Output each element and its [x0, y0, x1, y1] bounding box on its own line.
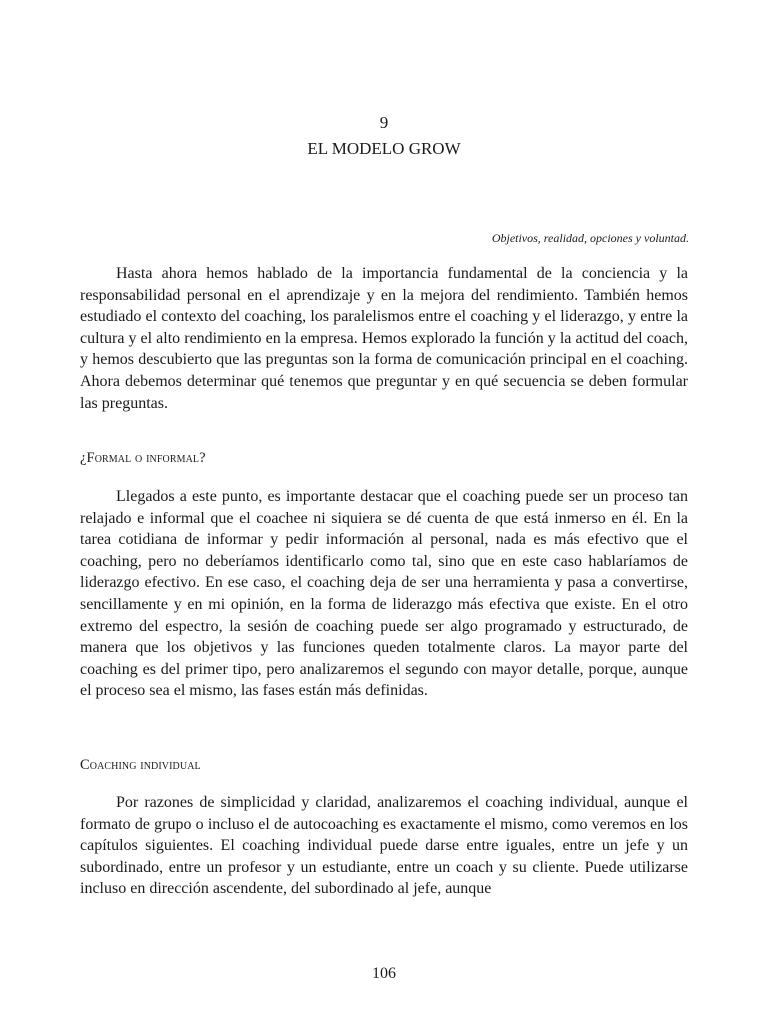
- chapter-epigraph: Objetivos, realidad, opciones y voluntad.: [491, 231, 689, 245]
- paragraph-intro: Hasta ahora hemos hablado de la importancia fundamental de la conciencia y la responsabilidad personal en el aprendizaje y en la mejora del rendimiento. También hemos estudiado el contexto del coaching, los paralelismos entre el coaching y el liderazgo, y entre la cultura y el alto rendimiento en la empresa. Hemos explorado la función y la actitud del coach, y hemos descubierto que las preguntas son la forma de comunicación principal en el coaching. Ahora debemos determinar qué tenemos que preguntar y en qué secuencia se deben formular las preguntas.: [80, 265, 688, 412]
- section-heading-formal-informal: ¿Formal o informal?: [80, 450, 206, 466]
- chapter-title: EL MODELO GROW: [307, 139, 461, 158]
- page-number: 106: [372, 965, 396, 982]
- section-heading-coaching-individual: Coaching individual: [80, 757, 201, 773]
- paragraph-formal-informal: Llegados a este punto, es importante destacar que el coaching puede ser un proceso tan relajado e informal que el coachee ni siquiera se dé cuenta de que está inmerso en él. En la tarea cotidiana de informar y pedir información al personal, nada es más efectivo que el coaching, pero no deberíamos identificarlo como tal, sino que en este caso hablaríamos de liderazgo efectivo. En ese caso, el coaching deja de ser una herramienta y pasa a convertirse, sencillamente y en mi opinión, en la forma de liderazgo más efectiva que existe. En el otro extremo del espectro, la sesión de coaching puede ser algo programado y estructurado, de manera que los objetivos y las funciones queden totalmente claros. La mayor parte del coaching es del primer tipo, pero analizaremos el segundo con mayor detalle, porque, aunque el proceso sea el mismo, las fases están más definidas.: [80, 488, 688, 700]
- chapter-number: 9: [379, 113, 389, 132]
- paragraph-coaching-individual: Por razones de simplicidad y claridad, analizaremos el coaching individual, aunque el formato de grupo o incluso el de autocoaching es exactamente el mismo, como veremos en los capítulos siguientes. El coaching individual puede darse entre iguales, entre un jefe y un subordinado, entre un profesor y un estudiante, entre un coach y su cliente. Puede utilizarse incluso en dirección ascendente, del subordinado al jefe, aunque: [80, 794, 688, 898]
